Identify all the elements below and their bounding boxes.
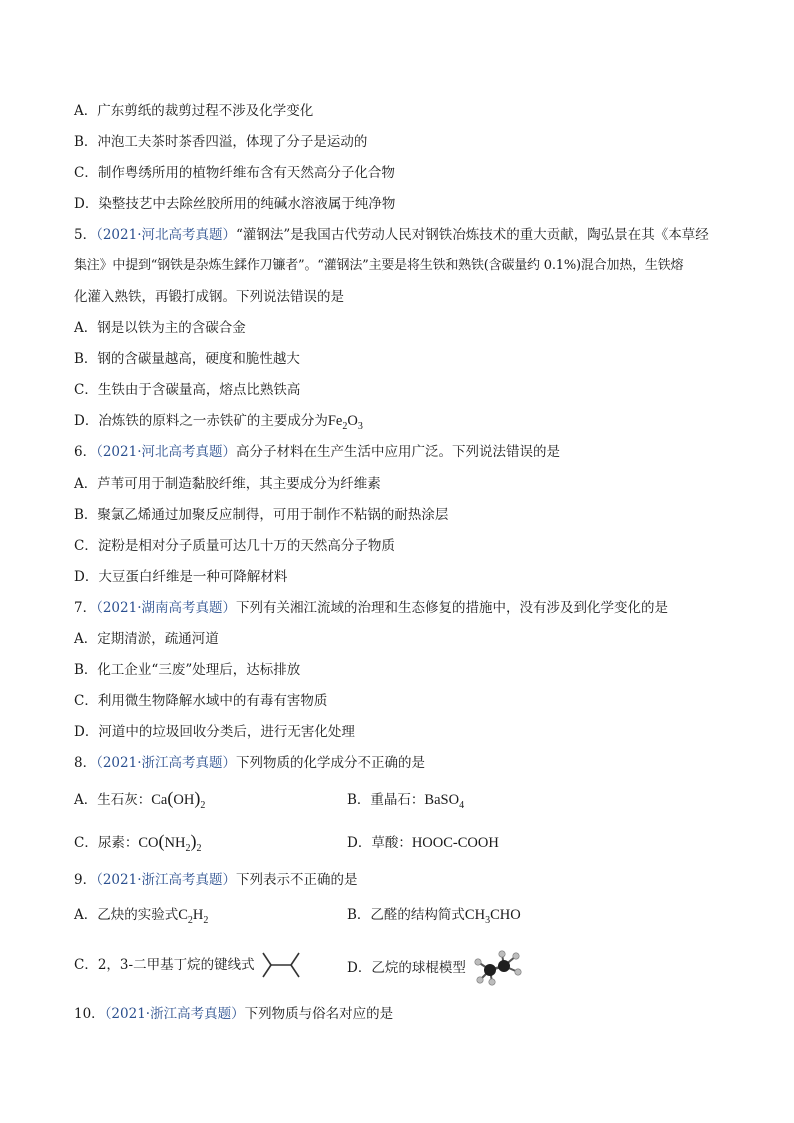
q9-option-d-text: D．乙烷的球棍模型 [347,960,466,976]
q9-option-c [74,950,303,980]
q9-option-d [347,948,526,988]
q6-option-c: C．淀粉是相对分子质量可达几十万的天然高分子物质 [74,538,395,554]
q7-option-a: A．定期清淤，疏通河道 [74,631,219,647]
q4-option-b: B．冲泡工夫茶时茶香四溢，体现了分子是运动的 [74,134,368,150]
q9-option-a-text: A．乙炔的实验式 [74,907,179,923]
q9-number: 9． [74,872,97,888]
q9-option-a [74,905,208,931]
q5-number: 5． [74,227,97,243]
q9-option-b-formula: $CH_3CHO$ [464,907,521,926]
q8-number: 8． [74,755,97,771]
q5-stem-text1: “灌钢法”是我国古代劳动人民对钢铁冶炼技术的重大贡献，陶弘景在其《本草经 [236,227,709,243]
q8-option-c-text: C．尿素： [74,835,139,851]
ball-and-stick-model-icon [470,948,526,988]
q7-stem [74,598,734,618]
q8-option-d [347,833,499,853]
q8-option-a-text: A．生石灰： [74,792,152,808]
q9-option-c-text: C．2，3-二甲基丁烷的键线式 [74,957,255,973]
q8-option-a-formula: $Ca(OH)_2$ [151,788,206,811]
q7-number: 7． [74,600,97,616]
q7-stem-text: 下列有关湘江流域的治理和生态修复的措施中，没有涉及到化学变化的是 [236,600,668,616]
q8-option-d-text: D．草酸： [347,835,412,851]
q5-source: （2021·河北高考真题） [96,227,236,243]
q6-stem [74,442,734,462]
q10-number: 10． [74,1006,105,1022]
q5-option-d [74,411,734,437]
q6-stem-text: 高分子材料在生产生活中应用广泛。下列说法错误的是 [236,444,560,460]
q8-option-b-text: B．重晶石： [347,792,425,808]
q5-stem-line2: 集注》中提到“钢铁是杂炼生鍒作刀镰者”。“灌钢法”主要是将生铁和熟铁(含碳量约 0.1%)混合加热，生铁熔 [74,258,684,273]
q10-stem [74,1004,734,1024]
q7-option-b: B．化工企业“三废”处理后，达标排放 [74,662,301,678]
q8-option-a [74,790,205,816]
q9-option-b [347,905,521,931]
q8-source: （2021·浙江高考真题） [96,755,236,771]
q5-stem-line1 [74,225,734,245]
q8-option-c [74,833,201,859]
q9-stem [74,870,734,890]
q6-source: （2021·河北高考真题） [96,444,236,460]
q4-option-c: C．制作粤绣所用的植物纤维布含有天然高分子化合物 [74,165,395,181]
q8-option-b [347,790,464,816]
q4-option-a: A．广东剪纸的裁剪过程不涉及化学变化 [74,103,314,119]
q5-option-d-text: D．冶炼铁的原料之一赤铁矿的主要成分为 [74,413,328,429]
q8-stem [74,753,734,773]
q6-option-b: B．聚氯乙烯通过加聚反应制得，可用于制作不粘锅的耐热涂层 [74,507,449,523]
q5-option-c: C．生铁由于含碳量高，熔点比熟铁高 [74,382,301,398]
q5-stem-line3: 化灌入熟铁，再锻打成钢。下列说法错误的是 [74,289,344,305]
q8-option-c-formula: $CO(NH_2)_2$ [138,831,202,854]
q9-option-a-formula: $C_2H_2$ [178,907,209,926]
q4-option-d: D．染整技艺中去除丝胶所用的纯碱水溶液属于纯净物 [74,196,396,212]
q6-number: 6． [74,444,97,460]
q7-option-c: C．利用微生物降解水域中的有毒有害物质 [74,693,328,709]
q8-option-b-formula: BaSO$_4$ [424,792,465,811]
q7-option-d: D．河道中的垃圾回收分类后，进行无害化处理 [74,724,355,740]
q6-option-a: A．芦苇可用于制造黏胶纤维，其主要成分为纤维素 [74,476,381,492]
q6-option-d: D．大豆蛋白纤维是一种可降解材料 [74,569,288,585]
q5-option-a: A．钢是以铁为主的含碳合金 [74,320,246,336]
q10-source: （2021·浙江高考真题） [104,1006,245,1022]
q8-stem-text: 下列物质的化学成分不正确的是 [236,755,425,771]
q8-option-d-formula: HOOC-COOH [411,835,499,851]
q7-source: （2021·湖南高考真题） [96,600,236,616]
q5-option-b: B．钢的含碳量越高，硬度和脆性越大 [74,351,300,367]
skeletal-formula-icon [259,950,303,980]
q5-option-d-formula: $Fe_2O_3$ [327,413,363,432]
q9-stem-text: 下列表示不正确的是 [236,872,358,888]
q9-option-b-text: B．乙醛的结构简式 [347,907,465,923]
q9-source: （2021·浙江高考真题） [96,872,236,888]
q10-stem-text: 下列物质与俗名对应的是 [244,1006,394,1022]
